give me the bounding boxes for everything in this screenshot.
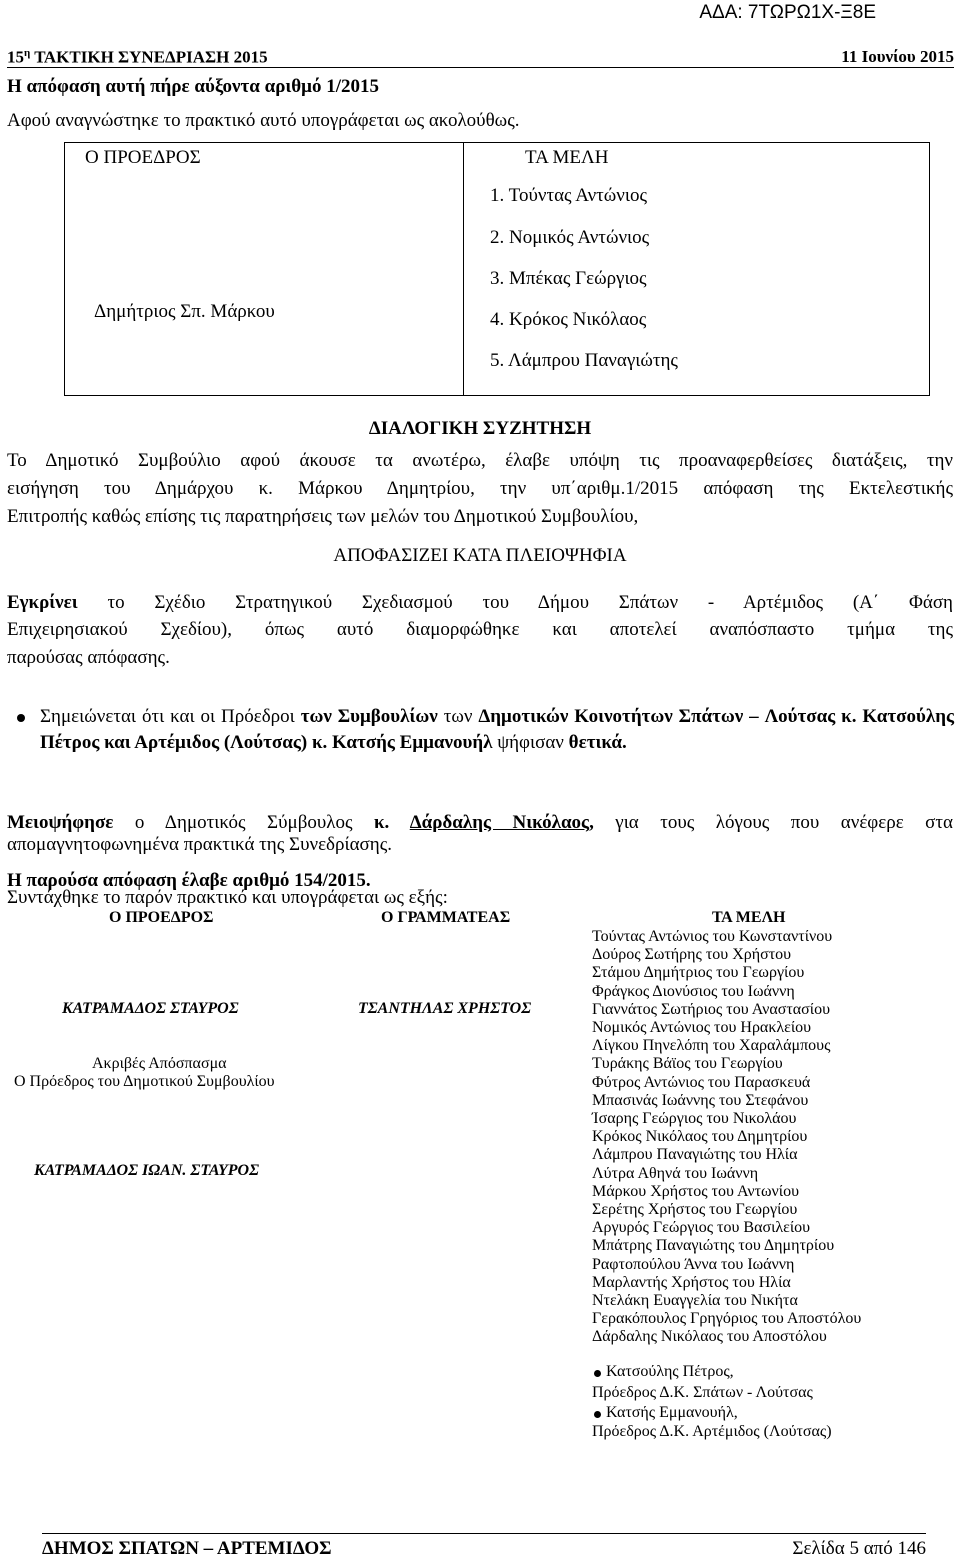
dissent-text: για τους λόγους που ανέφερε στα <box>593 812 954 833</box>
approves-text: το Σχέδιο Στρατηγικού Σχεδιασμού του Δήμου Σπάτων - Αρτέμιδος (Α΄ Φάση <box>107 592 953 613</box>
bullet-icon <box>594 1411 601 1418</box>
member-name: Φύτρος Αντώνιος του Παρασκευά <box>592 1073 811 1091</box>
approves-line: Επιχειρησιακού Σχεδίου), όπως αυτό διαμορφώθηκε και αποτελεί αναπόσπαστο τμήμα της <box>7 619 953 640</box>
read-line: Αφού αναγνώστηκε το πρακτικό αυτό υπογράφεται ως ακολούθως. <box>7 110 520 131</box>
discussion-line: Το Δημοτικό Συμβούλιο αφού άκουσε τα ανωτέρω, έλαβε υπόψη τις προαναφερθείσες διατάξεις, την <box>7 450 953 471</box>
community2-role: Πρόεδρος Δ.Κ. Αρτέμιδος (Λούτσας) <box>592 1423 832 1440</box>
member-name: Στάμου Δημήτριος του Γεωργίου <box>592 964 805 982</box>
dissent-member-name: Δάρδαλης Νικόλαος, <box>409 812 594 833</box>
note-text: ψήφισαν <box>492 732 564 753</box>
bottom-secretary-name: ΤΣΑΝΤΗΛΑΣ ΧΡΗΣΤΟΣ <box>358 1000 532 1017</box>
approves-line: παρούσας απόφασης. <box>7 647 170 668</box>
member-name: Νομικός Αντώνιος του Ηρακλείου <box>592 1019 812 1037</box>
dissent-bold: Μειοψήφησε <box>7 812 114 833</box>
member-item: 2. Νομικός Αντώνιος <box>490 227 650 248</box>
member-name: Αργυρός Γεώργιος του Βασιλείου <box>592 1219 811 1237</box>
members-title: ΤΑ ΜΕΛΗ <box>525 147 609 168</box>
session-title <box>7 47 268 68</box>
note-bold: Δημοτικών Κοινοτήτων Σπάτων – <box>478 706 759 727</box>
bottom-president-title: Ο ΠΡΟΕΔΡΟΣ <box>109 909 214 926</box>
member-name: Γιαννάτος Σωτήριος του Αναστασίου <box>592 1000 830 1018</box>
session-number: 15 <box>7 47 24 67</box>
decides-heading: ΑΠΟΦΑΣΙΖΕΙ ΚΑΤΑ ΠΛΕΙΟΨΗΦΙΑ <box>333 545 627 566</box>
footer-rule <box>42 1533 926 1534</box>
members-list <box>592 928 861 1347</box>
extract-role: Ο Πρόεδρος του Δημοτικού Συμβουλίου <box>14 1073 275 1090</box>
approves-line <box>7 592 953 614</box>
dissent-line <box>7 812 953 834</box>
discussion-line: Επιτροπής καθώς επίσης τις παρατηρήσεις των μελών του Δημοτικού Συμβουλίου, <box>7 506 639 527</box>
bullet-icon <box>594 1370 601 1377</box>
note-paragraph <box>40 704 954 756</box>
member-name: Γερακόπουλος Γρηγόριος του Αποστόλου <box>592 1310 862 1328</box>
dissent-text: ο Δημοτικός Σύμβουλος <box>113 812 374 833</box>
member-name: Λύτρα Αθηνά του Ιωάννη <box>592 1164 759 1182</box>
discussion-heading: ΔΙΑΛΟΓΙΚΗ ΣΥΖΗΤΗΣΗ <box>368 418 592 439</box>
session-superscript: η <box>24 47 31 59</box>
bottom-president-name: ΚΑΤΡΑΜΑΔΟΣ ΣΤΑΥΡΟΣ <box>62 1000 239 1017</box>
president-name: Δημήτριος Σπ. Μάρκου <box>94 301 275 322</box>
final-number-line: Η παρούσα απόφαση έλαβε αριθμό 154/2015. <box>7 870 371 891</box>
note-bold: των Συμβουλίων <box>300 706 438 727</box>
member-name: Φράγκος Διονύσιος του Ιωάννη <box>592 982 795 1000</box>
session-title-text: ΤΑΚΤΙΚΗ ΣΥΝΕΔΡΙΑΣΗ 2015 <box>34 47 268 67</box>
community1-name: Κατσούλης Πέτρος, <box>606 1363 734 1380</box>
note-bold: Λούτσας κ. Κατσούλης Πέτρος και Αρτέμιδος (Λούτσας) κ. Κατσής Εμμανουήλ <box>40 706 954 753</box>
president-title: Ο ΠΡΟΕΔΡΟΣ <box>85 147 201 168</box>
member-name: Σερέτης Χρήστος του Γεωργίου <box>592 1201 798 1219</box>
member-name: Δούρος Σωτήρης του Χρήστου <box>592 946 792 964</box>
member-name: Ίσαρης Γεώργιος του Νικολάου <box>592 1110 797 1128</box>
community2-name: Κατσής Εμμανουήλ, <box>606 1404 738 1421</box>
bullet-icon <box>17 714 25 722</box>
approves-bold: Εγκρίνει <box>7 592 78 613</box>
footer-page-number: Σελίδα 5 από 146 <box>792 1538 926 1559</box>
member-item: 3. Μπέκας Γεώργιος <box>490 268 647 289</box>
ada-code: ΑΔΑ: 7ΤΩΡΩ1Χ-Ξ8Ε <box>699 2 876 23</box>
note-bold: θετικά. <box>568 732 627 753</box>
member-name: Κρόκος Νικόλαος του Δημητρίου <box>592 1128 808 1146</box>
member-name: Μπάτρης Παναγιώτης του Δημητρίου <box>592 1237 835 1255</box>
member-name: Μάρκου Χρήστος του Αντωνίου <box>592 1182 800 1200</box>
header-rule <box>7 67 954 68</box>
community1-role: Πρόεδρος Δ.Κ. Σπάτων - Λούτσας <box>592 1384 813 1401</box>
discussion-line: εισήγηση του Δημάρχου κ. Μάρκου Δημητρίου, την υπ΄αριθμ.1/2015 απόφαση της Εκτελεστικής <box>7 478 953 499</box>
member-name: Λίγκου Πηνελόπη του Χαραλάμπους <box>592 1037 831 1055</box>
extract-name: ΚΑΤΡΑΜΑΔΟΣ ΙΩΑΝ. ΣΤΑΥΡΟΣ <box>34 1162 260 1179</box>
note-text: των <box>437 706 479 727</box>
session-date: 11 Ιουνίου 2015 <box>841 47 954 66</box>
table-divider <box>463 143 464 395</box>
member-name: Μπασινάς Ιωάννης του Στεφάνου <box>592 1091 809 1109</box>
member-item: 5. Λάμπρου Παναγιώτης <box>490 350 678 371</box>
extract-label: Ακριβές Απόσπασμα <box>92 1055 227 1072</box>
decision-number-line: Η απόφαση αυτή πήρε αύξοντα αριθμό 1/2015 <box>7 76 379 97</box>
dissent-bold: κ. <box>374 812 410 833</box>
member-name: Τούντας Αντώνιος του Κωνσταντίνου <box>592 928 833 945</box>
signature-table <box>64 142 930 396</box>
member-item: 1. Τούντας Αντώνιος <box>490 185 648 206</box>
dissent-line: απομαγνητοφωνημένα πρακτικά της Συνεδρίασης. <box>7 834 393 855</box>
final-signed-line: Συντάχθηκε το παρόν πρακτικό και υπογράφεται ως εξής: <box>7 887 448 908</box>
member-name: Τυράκης Βάϊος του Γεωργίου <box>592 1055 783 1073</box>
bottom-secretary-title: Ο ΓΡΑΜΜΑΤΕΑΣ <box>381 909 511 926</box>
member-name: Ντελάκη Ευαγγελία του Νικήτα <box>592 1292 798 1310</box>
note-text: Σημειώνεται ότι και οι Πρόεδροι <box>40 706 301 727</box>
footer-org: ΔΗΜΟΣ ΣΠΑΤΩΝ – ΑΡΤΕΜΙΔΟΣ <box>42 1538 332 1559</box>
member-name: Ραφτοπούλου Άννα του Ιωάννη <box>592 1255 795 1273</box>
bottom-members-title: ΤΑ ΜΕΛΗ <box>712 909 786 926</box>
member-item: 4. Κρόκος Νικόλαος <box>490 309 647 330</box>
member-name: Δάρδαλης Νικόλαος του Αποστόλου <box>592 1328 827 1346</box>
member-name: Μαρλαντής Χρήστος του Ηλία <box>592 1273 791 1291</box>
member-name: Λάμπρου Παναγιώτης του Ηλία <box>592 1146 798 1164</box>
